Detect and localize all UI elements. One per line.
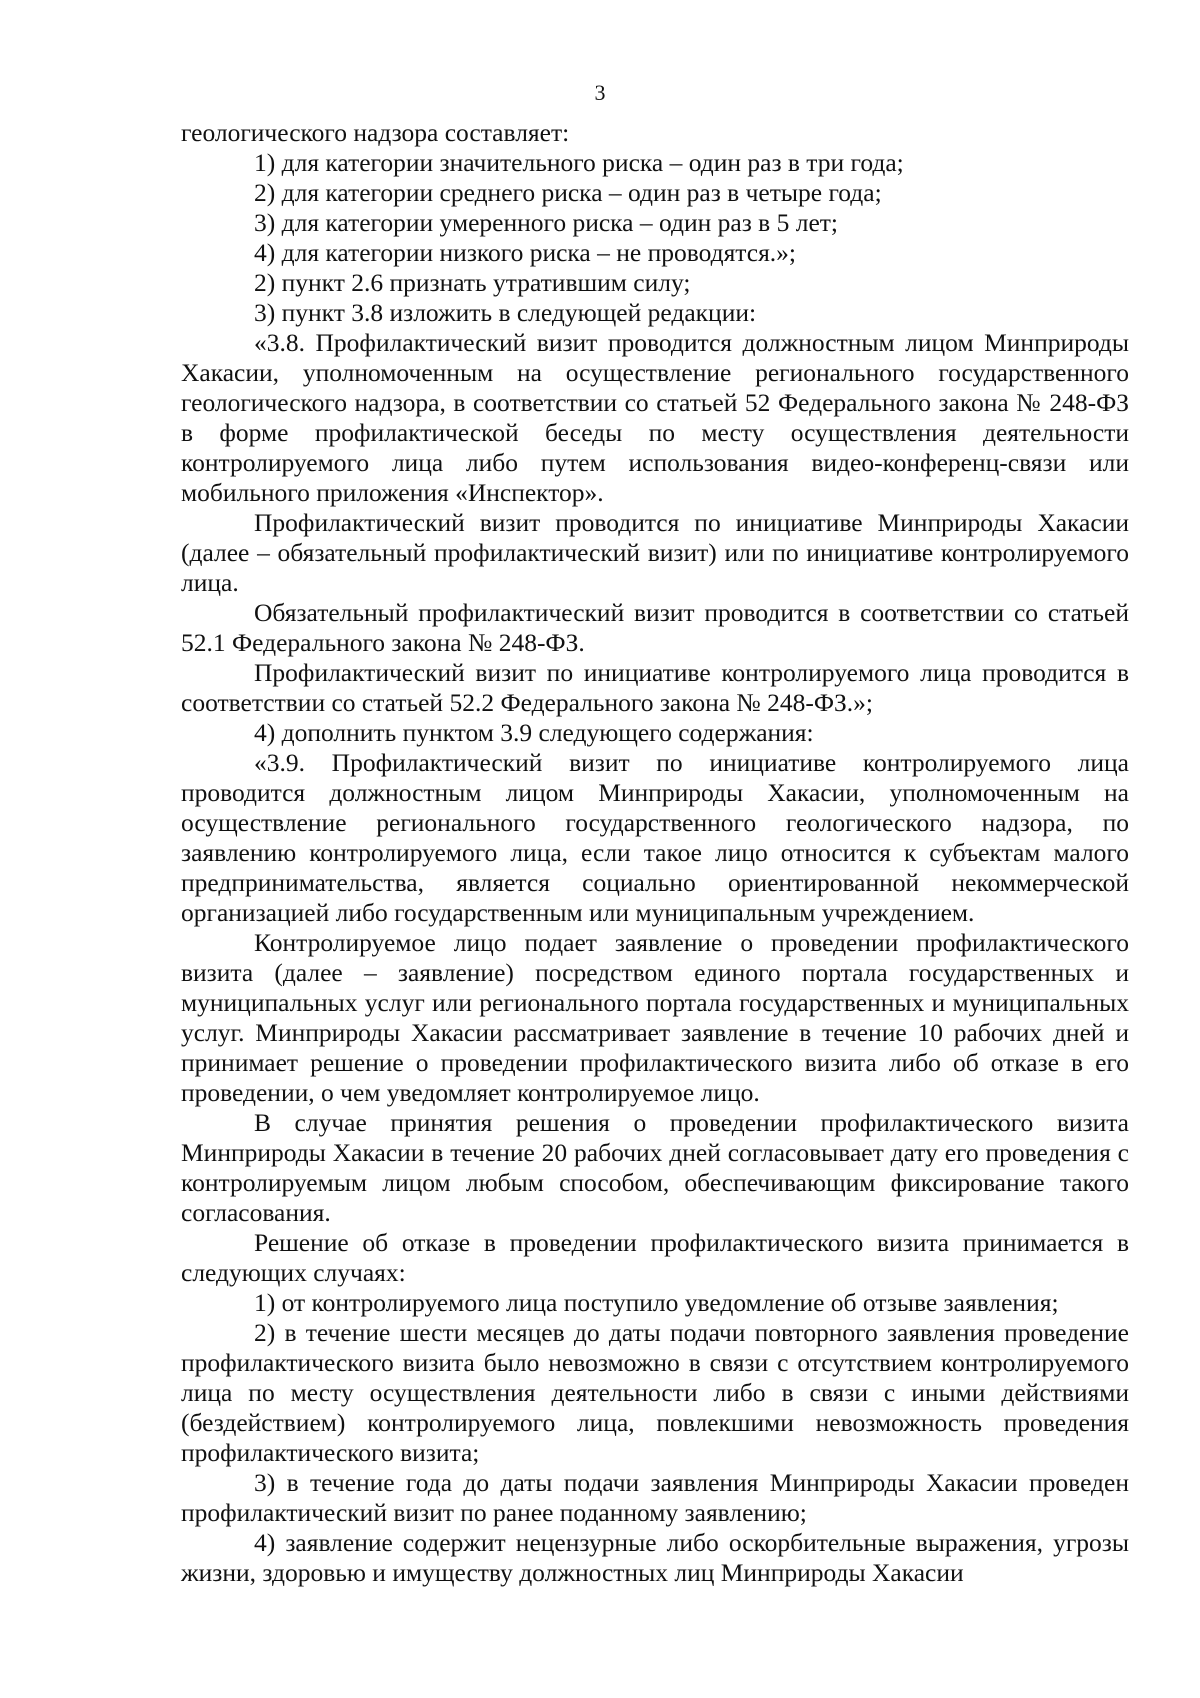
paragraph-refusal-cases: Решение об отказе в проведении профилактического визита принимается в следующих случаях: bbox=[181, 1228, 1129, 1287]
paragraph-continuation: геологического надзора составляет: bbox=[181, 118, 570, 147]
amendment-item-2: 2) пункт 2.6 признать утратившим силу; bbox=[254, 268, 691, 297]
clause-3-8: «3.8. Профилактический визит проводится должностным лицом Минприроды Хакасии, уполномоченным на осуществление регионального государственного геологического надзора, в соответствии со статьей 52 Федерального закона № 248-ФЗ в форме профилактической беседы по месту осуществления деятельности контролируемого лица либо путем использования видео-конференц-связи или мобильного приложения «Инспектор». bbox=[181, 328, 1129, 507]
refusal-case-1: 1) от контролируемого лица поступило уведомление об отзыве заявления; bbox=[254, 1288, 1059, 1317]
paragraph-mandatory-visit: Обязательный профилактический визит проводится в соответствии со статьей 52.1 Федерального закона № 248-ФЗ. bbox=[181, 598, 1129, 657]
paragraph-visit-initiative: Профилактический визит проводится по инициативе Минприроды Хакасии (далее – обязательный профилактический визит) или по инициативе контролируемого лица. bbox=[181, 508, 1129, 597]
amendment-item-4: 4) дополнить пунктом 3.9 следующего содержания: bbox=[254, 718, 814, 747]
clause-3-9: «3.9. Профилактический визит по инициативе контролируемого лица проводится должностным лицом Минприроды Хакасии, уполномоченным на осуществление регионального государственного геологического надзора, по заявлению контролируемого лица, если такое лицо относится к субъектам малого предпринимательства, является социально ориентированной некоммерческой организацией либо государственным или муниципальным учреждением. bbox=[181, 748, 1129, 927]
paragraph-controlled-initiative: Профилактический визит по инициативе контролируемого лица проводится в соответствии со статьей 52.2 Федерального закона № 248-ФЗ.»; bbox=[181, 658, 1129, 717]
list-item-low-risk: 4) для категории низкого риска – не проводятся.»; bbox=[254, 238, 797, 267]
amendment-item-3: 3) пункт 3.8 изложить в следующей редакции: bbox=[254, 298, 757, 327]
list-item-significant-risk: 1) для категории значительного риска – один раз в три года; bbox=[254, 148, 904, 177]
list-item-medium-risk: 2) для категории среднего риска – один раз в четыре года; bbox=[254, 178, 882, 207]
page-number: 3 bbox=[594, 80, 606, 105]
document-body bbox=[181, 118, 1129, 1588]
list-item-moderate-risk: 3) для категории умеренного риска – один раз в 5 лет; bbox=[254, 208, 838, 237]
refusal-case-2: 2) в течение шести месяцев до даты подачи повторного заявления проведение профилактического визита было невозможно в связи с отсутствием контролируемого лица по месту осуществления деятельности либо в связи с иными действиями (бездействием) контролируемого лица, повлекшими невозможность проведения профилактического визита; bbox=[181, 1318, 1129, 1467]
refusal-case-3: 3) в течение года до даты подачи заявления Минприроды Хакасии проведен профилактический визит по ранее поданному заявлению; bbox=[181, 1468, 1129, 1527]
refusal-case-4: 4) заявление содержит нецензурные либо оскорбительные выражения, угрозы жизни, здоровью и имуществу должностных лиц Минприроды Хакасии bbox=[181, 1528, 1129, 1587]
paragraph-application: Контролируемое лицо подает заявление о проведении профилактического визита (далее – заявление) посредством единого портала государственных и муниципальных услуг или регионального портала государственных и муниципальных услуг. Минприроды Хакасии рассматривает заявление в течение 10 рабочих дней и принимает решение о проведении профилактического визита либо об отказе в его проведении, о чем уведомляет контролируемое лицо. bbox=[181, 928, 1129, 1107]
paragraph-date-agreement: В случае принятия решения о проведении профилактического визита Минприроды Хакасии в течение 20 рабочих дней согласовывает дату его проведения с контролируемым лицом любым способом, обеспечивающим фиксирование такого согласования. bbox=[181, 1108, 1129, 1227]
